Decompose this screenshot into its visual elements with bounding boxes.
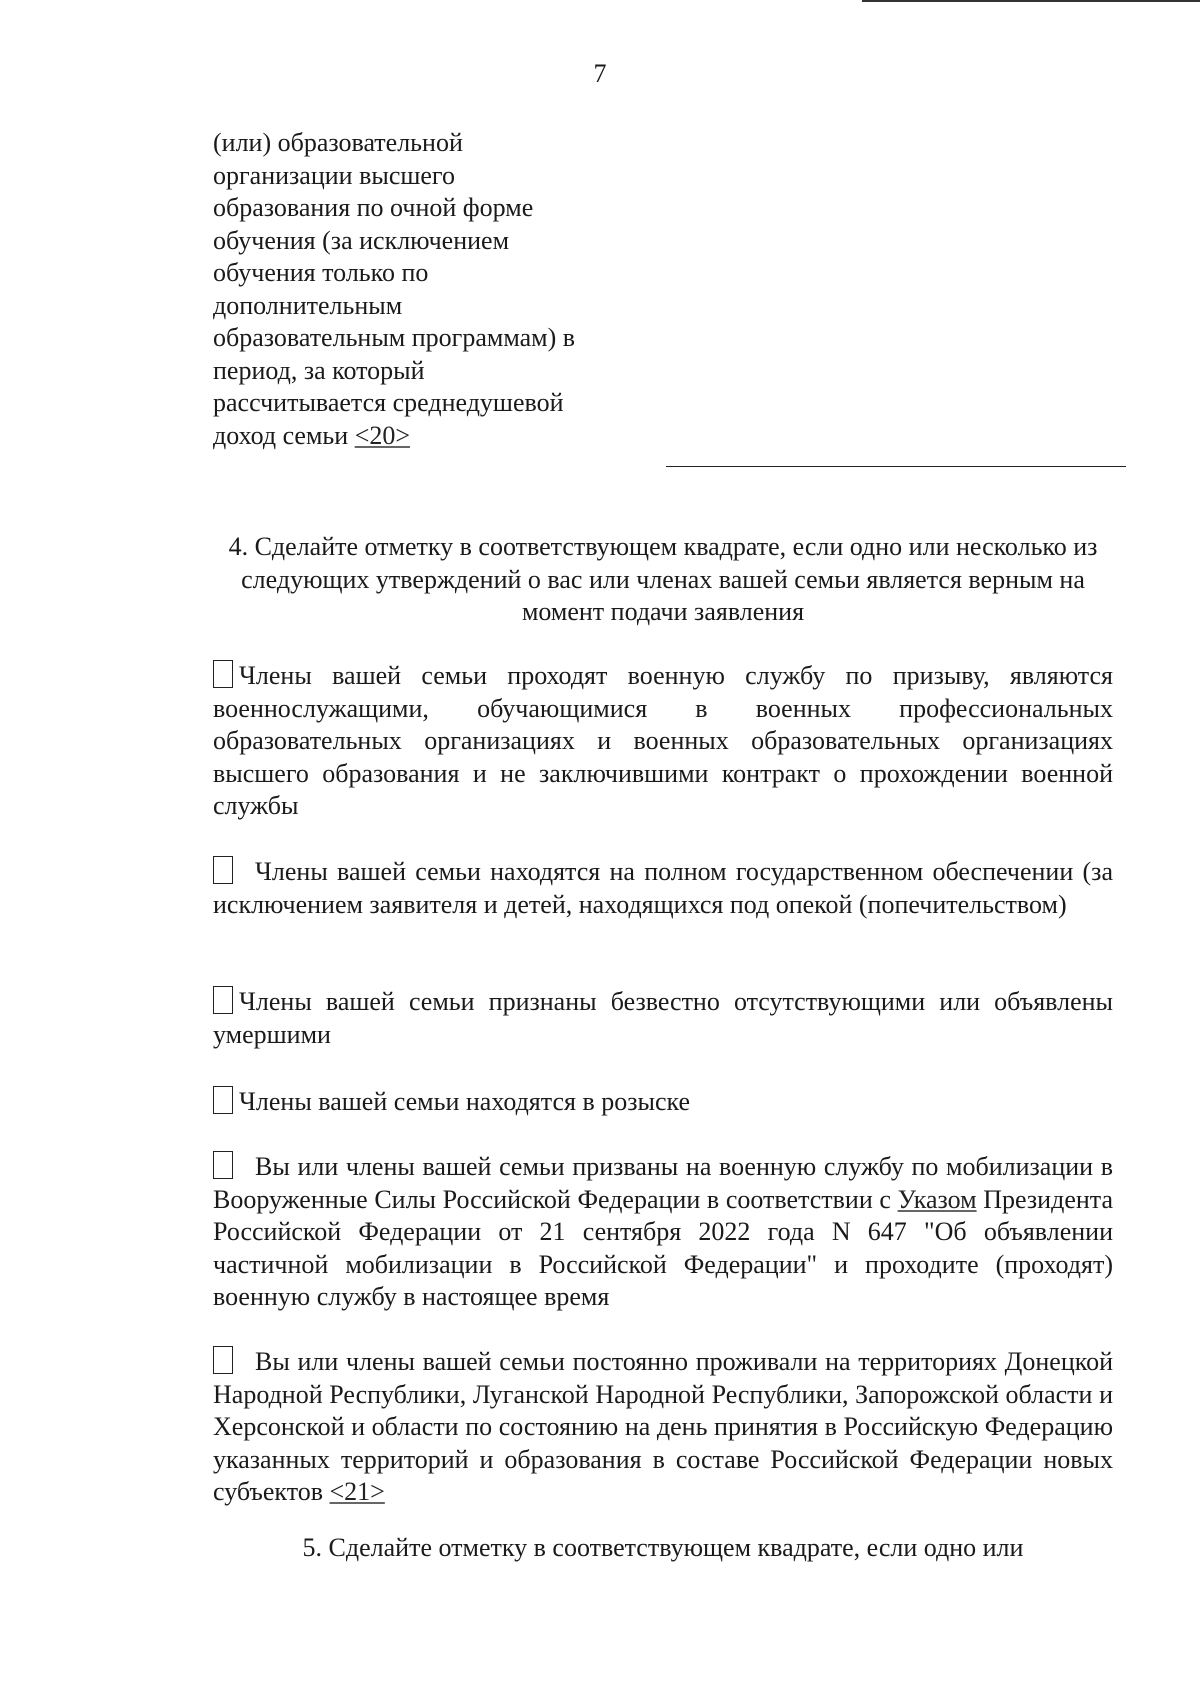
checkbox-conscription[interactable] xyxy=(213,660,233,688)
option-state-support xyxy=(213,856,1113,921)
section-5-heading: 5. Сделайте отметку в соответствующем квадрате, если одно или xyxy=(302,1533,1024,1562)
option-state-support-label: Члены вашей семьи находятся на полном государственном обеспечении (за исключением заявителя и детей, находящихся под опекой (попечительством) xyxy=(213,857,1113,919)
checkbox-state-support[interactable] xyxy=(213,856,233,884)
option-new-territories-label: Вы или члены вашей семьи постоянно проживали на территориях Донецкой Народной Республики, Луганской Народной Республики, Запорожской области и Херсонской и области по состоянию на день принятия в Российскую Федерацию указанных территорий и образования в составе Российской Федерации новых субъектов xyxy=(213,1347,1113,1506)
option-mobilization-label-end: Президента Российской Федерации от 21 сентября 2022 года N 647 "Об объявлении частичной мобилизации в Российской Федерации" и проходите (проходят) военную службу в настоящее время xyxy=(213,1184,1113,1311)
continuation-text xyxy=(213,127,633,452)
option-mobilization xyxy=(213,1151,1113,1314)
checkbox-mobilization[interactable] xyxy=(213,1151,233,1179)
option-wanted-label: Члены вашей семьи находятся в розыске xyxy=(239,1087,691,1116)
answer-line[interactable] xyxy=(666,466,1126,467)
option-conscription-label: Члены вашей семьи проходят военную службу по призыву, являются военнослужащими, обучающимися в военных профессиональных образовательных организациях и военных образовательных организациях высшего образования и не заключившими контракт о прохождении военной службы xyxy=(213,661,1113,820)
section-4-heading: 4. Сделайте отметку в соответствующем квадрате, если одно или несколько из следующих утверждений о вас или членах вашей семьи является верным на момент подачи заявления xyxy=(228,532,1098,626)
footnote-ref-20[interactable]: <20> xyxy=(354,420,411,450)
option-mobilization-label-start: Вы или члены вашей семьи призваны на военную службу по мобилизации в Вооруженные Силы Российской Федерации в соответствии с xyxy=(213,1152,1113,1214)
page-number: 7 xyxy=(593,59,607,88)
option-missing xyxy=(213,986,1113,1051)
footnote-ref-21[interactable]: <21> xyxy=(329,1477,385,1506)
checkbox-missing[interactable] xyxy=(213,986,233,1014)
decree-link[interactable]: Указом xyxy=(897,1184,977,1214)
option-wanted xyxy=(213,1086,1113,1119)
checkbox-wanted[interactable] xyxy=(213,1086,233,1114)
checkbox-new-territories[interactable] xyxy=(213,1346,233,1374)
option-missing-label: Члены вашей семьи признаны безвестно отсутствующими или объявлены умершими xyxy=(213,987,1113,1049)
continuation-body: (или) образовательной организации высшего образования по очной форме обучения (за исключением обучения только по дополнительным образовательным программам) в период, за который рассчитывается среднедушевой доход семьи xyxy=(213,128,576,450)
option-conscription xyxy=(213,660,1113,823)
option-new-territories xyxy=(213,1346,1113,1509)
top-rule xyxy=(862,0,1200,2)
